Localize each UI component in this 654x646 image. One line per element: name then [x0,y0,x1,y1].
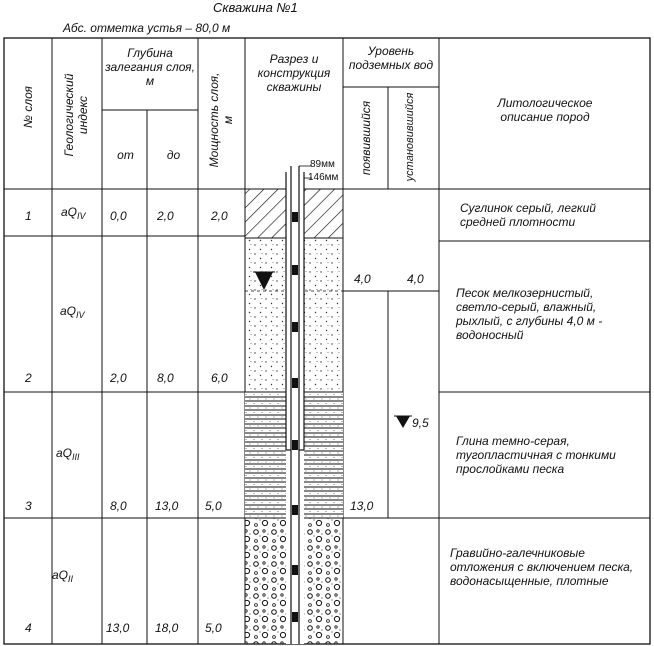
layer-3-thickness: 5,0 [205,499,222,513]
log-title: Скважина №1 [213,0,298,15]
layer-2-from: 2,0 [110,371,127,385]
layer-1-description: Суглинок серый, легкий средней плотности [460,201,596,229]
layer-3-from: 8,0 [110,499,127,513]
layer-2-index: $aQ_{IV}$ [60,304,85,320]
casing-d2: 146мм [308,172,339,183]
header-geo-index: Геологический индекс [62,73,90,157]
layer-4-thickness: 5,0 [205,621,222,635]
layer-4-from: 13,0 [106,621,130,635]
layer-4-description: Гравийно-галечниковые отложения с включением песка, водонасыщенные, плотные [450,546,634,588]
header-layer-no: № слоя [21,86,35,128]
layer-1-thickness: 2,0 [211,209,228,223]
casing-d1: 89мм [310,159,335,170]
layer-3-description: Глина темно-серая, тугопластичная с тонкими прослойками песка [456,434,616,476]
layer-1-index: $aQ_{IV}$ [61,205,86,221]
layer-2-to: 8,0 [157,371,174,385]
header-to: до [166,148,181,162]
layer-1-to: 2,0 [157,209,174,223]
header-lithology: Литологическое описание пород [497,96,593,124]
layer-4-to: 18,0 [155,621,179,635]
header-depth: Глубина залегания слоя, м [105,46,195,88]
layer-2-appeared: 4,0 [354,272,371,286]
header-from: от [117,148,134,162]
header-groundwater: Уровень подземных вод [348,44,434,72]
layer-2-thickness: 6,0 [211,371,228,385]
layer-2-established: 4,0 [407,272,424,286]
layer-1-from: 0,0 [110,209,127,223]
water-level-established-icon [396,416,410,428]
layer-3-to: 13,0 [155,499,179,513]
layer-1-no: 1 [25,209,32,223]
layer-3-appeared: 13,0 [350,499,374,513]
layer-3-no: 3 [25,499,32,513]
layer-2-description: Песок мелкозернистый, светло-серый, влажный, рыхлый, с глубины 4,0 м - водоносный [456,286,603,342]
layer-3-index: $aQ_{III}$ [56,446,80,462]
elevation-label: Абс. отметка устья – 80,0 м [63,21,231,35]
header-established: установившийся [404,92,416,182]
layer-3-established: 9,5 [412,416,429,430]
layer-4-index: $aQ_{II}$ [52,568,74,584]
header-appeared: появившийся [359,100,373,176]
layer-2-no: 2 [25,371,32,385]
layer-4-no: 4 [25,621,32,635]
header-thickness: Мощность слоя, м [207,72,235,168]
header-section: Разрез и конструкция скважины [257,52,331,94]
